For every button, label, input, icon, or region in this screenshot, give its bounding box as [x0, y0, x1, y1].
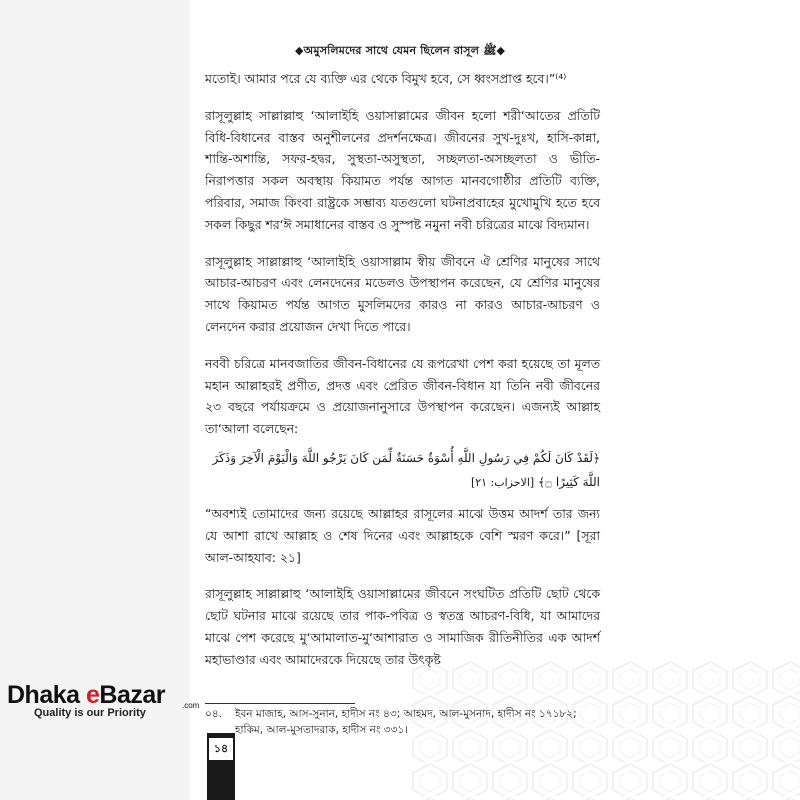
logo-brand-e: e [85, 681, 100, 709]
footnote-number: ০৪. [205, 708, 222, 720]
paragraph: রাসূলুল্লাহ সাল্লাল্লাহু ‘আলাইহি ওয়াসাল্লামের জীবন হলো শরী‘আতের প্রতিটি বিধি-বিধানের বাস্তব অনুশীলনের প্রদর্শনক্ষেত্র। জীবনের সুখ-দুঃখ, হাসি-কান্না, শান্তি-অশান্তি, সফর-হদ্বর, সুস্থতা-অসুস্থতা, সচ্ছলতা-অসচ্ছলতা ও ভীতি-নিরাপত্তার সকল অবস্থায় কিয়ামত পর্যন্ত আগত মানবগোষ্ঠীর প্রতিটি ব্যক্তি, পরিবার, সমাজ কিংবা রাষ্ট্রকে সম্ভাব্য যতগুলো ঘটনাপ্রবাহের মুখোমুখি হতে হবে সকল কিছুর শর‘ঈ সমাধানের বাস্তব ও সুস্পষ্ট নমুনা নবী চরিত্রের মাঝে বিদ্যমান। [205, 107, 600, 232]
logo-wordmark [7, 681, 207, 710]
footnote [205, 706, 605, 738]
quran-verse [205, 446, 600, 495]
main-text [205, 68, 600, 686]
logo-brand-bazar: Bazar [99, 681, 165, 709]
verse-translation: “অবশ্যই তোমাদের জন্য রয়েছে আল্লাহর রাসূলের মাঝে উত্তম আদর্শ তার জন্য যে আশা রাখে আল্লাহ ও শেষ দিনের এবং আল্লাহকে বেশি স্মরণ করে।” [সূরা আল-আহযাব: ২১] [205, 505, 600, 565]
paragraph: মতোই। আমার পরে যে ব্যক্তি এর থেকে বিমুখ হবে, সে ধ্বংসপ্রাপ্ত হবে।”⁽⁴⁾ [205, 71, 567, 86]
verse-reference: [الاحزاب: ٢١] [470, 475, 535, 489]
left-margin-background [0, 0, 190, 800]
logo-tagline: Quality is our Priority [34, 707, 146, 719]
paragraph: নববী চরিত্রে মানবজাতির জীবন-বিধানের যে রূপরেখা পেশ করা হয়েছে তা মূলত মহান আল্লাহরই প্রণীত, প্রদত্ত এবং প্রেরিত জীবন-বিধান যা তিনি নবী জীবনের ২৩ বছরে পর্যায়ক্রমে ও প্রয়োজনানুসারে উপস্থাপন করেছেন। এজন্যই আল্লাহ তা‘আলা বলেছেন: [205, 355, 600, 437]
paragraph: রাসূলুল্লাহ সাল্লাল্লাহু ‘আলাইহি ওয়াসাল্লামের জীবনে সংঘটিত প্রতিটি ছোট থেকে ছোট ঘটনার মাঝে রয়েছে তার পাক-পবিত্র ও স্বতন্ত্র আচরণ-বিধি, যা আমাদের মাঝে পেশ করেছে মু‘আমালাত-মু‘আশারাত ও সামাজিক রীতিনীতির এক আদর্শ মহাভাণ্ডার এবং আমাদেরকে দিয়েছে তার উৎকৃষ্ট [205, 586, 600, 667]
logo-domain: .com [182, 701, 200, 710]
page-header: ◆অমুসলিমদের সাথে যেমন ছিলেন রাসূল ﷺ◆ [295, 44, 505, 57]
page-number: ১৪ [209, 738, 233, 760]
watermark-logo [7, 681, 207, 736]
footnote-divider [205, 703, 355, 704]
footnote-text: ইবন মাজাহ, আস-সুনান, হাদীস নং ৪৩; আহমদ, আল-মুসনাদ, হাদীস নং ১৭১৮২; হাকিম, আল-মুসতাদরাক, হাদীস নং ৩৩১। [235, 708, 577, 736]
arabic-verse-text: ﴿لَقَدْ كَانَ لَكُمْ فِي رَسُولِ اللَّهِ أُسْوَةٌ حَسَنَةٌ لِّمَن كَانَ يَرْجُو اللَّهَ وَالْيَوْمَ الْآخِرَ وَذَكَرَ اللَّهَ كَثِيرًا ۝﴾ [212, 450, 600, 489]
logo-brand-dhaka: Dhaka [7, 681, 86, 709]
paragraph: রাসূলুল্লাহ সাল্লাল্লাহু ‘আলাইহি ওয়াসাল্লাম স্বীয় জীবনে ঐ শ্রেণির মানুষের সাথে আচার-আচরণ এবং লেনদেনের মডেলও উপস্থাপন করেছেন, যে শ্রেণির মানুষের সাথে কিয়ামত পর্যন্ত আগত মুসলিমদের কারও না কারও আচার-আচরণ ও লেনদেন করার প্রয়োজন দেখা দিতে পারে। [205, 253, 600, 334]
